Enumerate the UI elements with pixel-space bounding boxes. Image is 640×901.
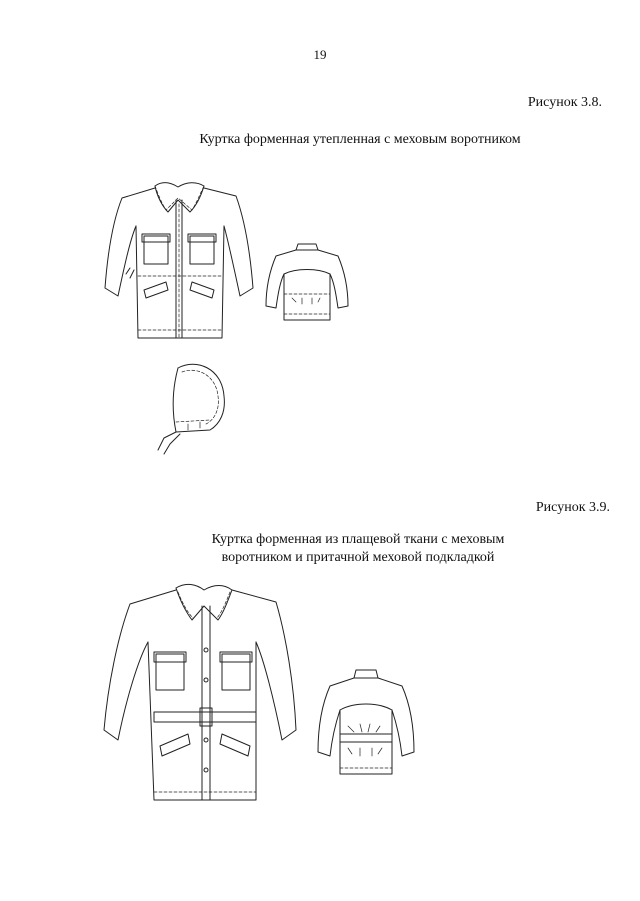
figure-title <box>0 531 640 567</box>
jacket-front-icon <box>100 178 260 353</box>
figure-title-line: Куртка форменная утепленная с меховым воротником <box>199 132 521 147</box>
belted-jacket-front-icon <box>98 580 298 810</box>
jacket-back-icon <box>262 238 352 328</box>
figure-label: Рисунок 3.9. <box>535 500 610 515</box>
page-number: 19 <box>313 47 327 62</box>
figure-title-line: Куртка форменная из плащевой ткани с меховым <box>211 532 505 547</box>
figure-title <box>0 131 640 148</box>
hood-icon <box>150 360 240 460</box>
belted-jacket-back-icon <box>314 664 418 780</box>
figure-label: Рисунок 3.8. <box>527 95 602 110</box>
figure-title-line: воротником и притачной меховой подкладкой <box>221 550 495 565</box>
